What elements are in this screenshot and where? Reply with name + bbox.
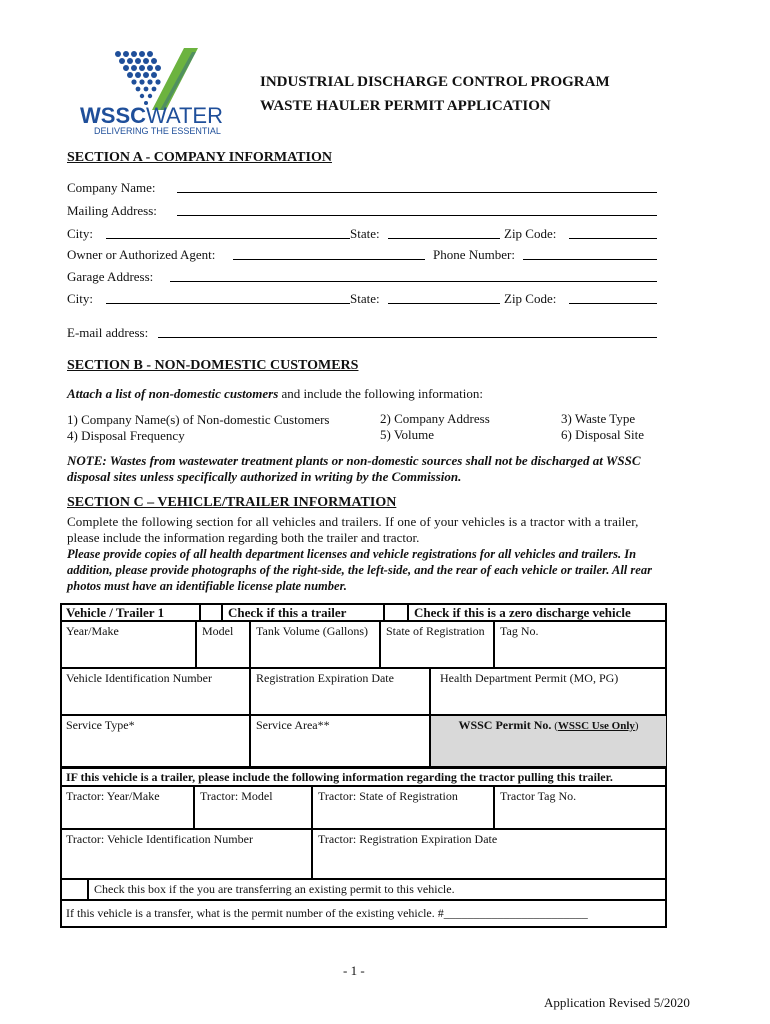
logo-brand-wssc: WSSC xyxy=(80,103,146,128)
check-trailer-label: Check if this a trailer xyxy=(222,603,384,621)
state-label: State: xyxy=(350,226,380,241)
state-field[interactable] xyxy=(388,238,500,239)
tractor-model-field[interactable]: Tractor: Model xyxy=(194,786,312,829)
list-item: 5) Volume xyxy=(380,427,435,442)
section-b-intro xyxy=(67,386,483,402)
section-c-para2-line1: Please provide copies of all health department licenses and vehicle registrations for all vehicles and trailers. In xyxy=(67,547,637,561)
year-make-field[interactable]: Year/Make xyxy=(60,621,196,668)
garage-address-field[interactable] xyxy=(170,281,657,282)
company-name-label: Company Name: xyxy=(67,180,156,195)
wssc-use-only: WSSC Use Only xyxy=(557,720,635,732)
program-title: INDUSTRIAL DISCHARGE CONTROL PROGRAM xyxy=(260,74,610,90)
state2-field[interactable] xyxy=(388,303,500,304)
phone-label: Phone Number: xyxy=(433,247,515,262)
list-item: 1) Company Name(s) of Non-domestic Customers xyxy=(67,412,330,427)
owner-field[interactable] xyxy=(233,259,425,260)
zip-label: Zip Code: xyxy=(504,226,557,241)
garage-address-label: Garage Address: xyxy=(67,269,154,284)
email-field[interactable] xyxy=(158,337,657,338)
tag-no-field[interactable]: Tag No. xyxy=(494,621,667,668)
email-label: E-mail address: xyxy=(67,325,149,340)
list-item: 4) Disposal Frequency xyxy=(67,428,185,443)
city-field[interactable] xyxy=(106,238,350,239)
zero-discharge-checkbox[interactable] xyxy=(384,603,408,621)
zip2-label: Zip Code: xyxy=(504,291,557,306)
section-c-para2-line2: addition, please provide photographs of the right-side, the left-side, and the rear of each vehicle or trailer. All rear xyxy=(67,563,652,577)
list-item: 2) Company Address xyxy=(380,411,490,426)
zip-field[interactable] xyxy=(569,238,657,239)
trailer-checkbox[interactable] xyxy=(200,603,222,621)
tractor-state-field[interactable]: Tractor: State of Registration xyxy=(312,786,494,829)
revision-note: Application Revised 5/2020 xyxy=(544,995,690,1010)
zip2-field[interactable] xyxy=(569,303,657,304)
section-c-para2-line3: photos must have an identifiable license plate number. xyxy=(67,579,347,593)
company-name-field[interactable] xyxy=(177,192,657,193)
tank-volume-field[interactable]: Tank Volume (Gallons) xyxy=(250,621,380,668)
section-b-intro-rest: and include the following information: xyxy=(278,386,483,401)
logo-tagline: DELIVERING THE ESSENTIAL xyxy=(94,126,221,136)
wssc-permit-cell xyxy=(430,715,667,767)
section-b-title: SECTION B - NON-DOMESTIC CUSTOMERS xyxy=(67,358,359,373)
phone-field[interactable] xyxy=(523,259,657,260)
section-c-para1-line1: Complete the following section for all vehicles and trailers. If one of your vehicles is a tractor with a trailer, xyxy=(67,514,639,529)
section-a-title: SECTION A - COMPANY INFORMATION xyxy=(67,150,332,165)
service-area-field[interactable]: Service Area** xyxy=(250,715,430,767)
city-label: City: xyxy=(67,226,94,241)
application-title: WASTE HAULER PERMIT APPLICATION xyxy=(260,98,551,114)
list-item: 3) Waste Type xyxy=(561,411,636,426)
city2-field[interactable] xyxy=(106,303,350,304)
city2-label: City: xyxy=(67,291,94,306)
tractor-reg-exp-field[interactable]: Tractor: Registration Expiration Date xyxy=(312,829,667,879)
tractor-year-field[interactable]: Tractor: Year/Make xyxy=(60,786,194,829)
check-zero-label: Check if this is a zero discharge vehicle xyxy=(408,603,667,621)
page-number: - 1 - xyxy=(343,963,365,978)
wssc-permit-label: WSSC Permit No. xyxy=(458,718,552,732)
section-b-intro-bold: Attach a list of non-domestic customers xyxy=(67,386,279,401)
health-permit-field[interactable]: Health Department Permit (MO, PG) xyxy=(430,668,667,715)
model-field[interactable]: Model xyxy=(196,621,250,668)
vehicle-trailer-header: Vehicle / Trailer 1 xyxy=(60,603,200,621)
logo-brand-water: WATER xyxy=(146,103,223,128)
reg-expiration-field[interactable]: Registration Expiration Date xyxy=(250,668,430,715)
list-item: 6) Disposal Site xyxy=(561,427,645,442)
tractor-tag-field[interactable]: Tractor Tag No. xyxy=(494,786,667,829)
wssc-use-close: ) xyxy=(634,720,639,732)
transfer-permit-field[interactable]: If this vehicle is a transfer, what is the permit number of the existing vehicle. #________________________ xyxy=(60,900,667,928)
transfer-check-label: Check this box if the you are transferring an existing permit to this vehicle. xyxy=(88,879,667,900)
mailing-address-field[interactable] xyxy=(177,215,657,216)
section-c-para1-line2: please include the information regarding both the trailer and tractor. xyxy=(67,530,420,545)
mailing-address-label: Mailing Address: xyxy=(67,203,157,218)
service-type-field[interactable]: Service Type* xyxy=(60,715,250,767)
wssc-use-open: ( xyxy=(554,720,558,732)
note-line-2: disposal sites unless specifically authorized in writing by the Commission. xyxy=(67,469,462,484)
vin-field[interactable]: Vehicle Identification Number xyxy=(60,668,250,715)
transfer-checkbox[interactable] xyxy=(60,879,88,900)
state2-label: State: xyxy=(350,291,380,306)
tractor-vin-field[interactable]: Tractor: Vehicle Identification Number xyxy=(60,829,312,879)
owner-label: Owner or Authorized Agent: xyxy=(67,247,216,262)
section-c-title: SECTION C – VEHICLE/TRAILER INFORMATION xyxy=(67,495,397,510)
trailer-note: IF this vehicle is a trailer, please include the following information regarding the tractor pulling this trailer. xyxy=(60,767,667,786)
state-registration-field[interactable]: State of Registration xyxy=(380,621,494,668)
wssc-logo xyxy=(80,48,240,138)
note-line-1: NOTE: Wastes from wastewater treatment plants or non-domestic sources shall not be discharged at WSSC xyxy=(67,453,641,468)
